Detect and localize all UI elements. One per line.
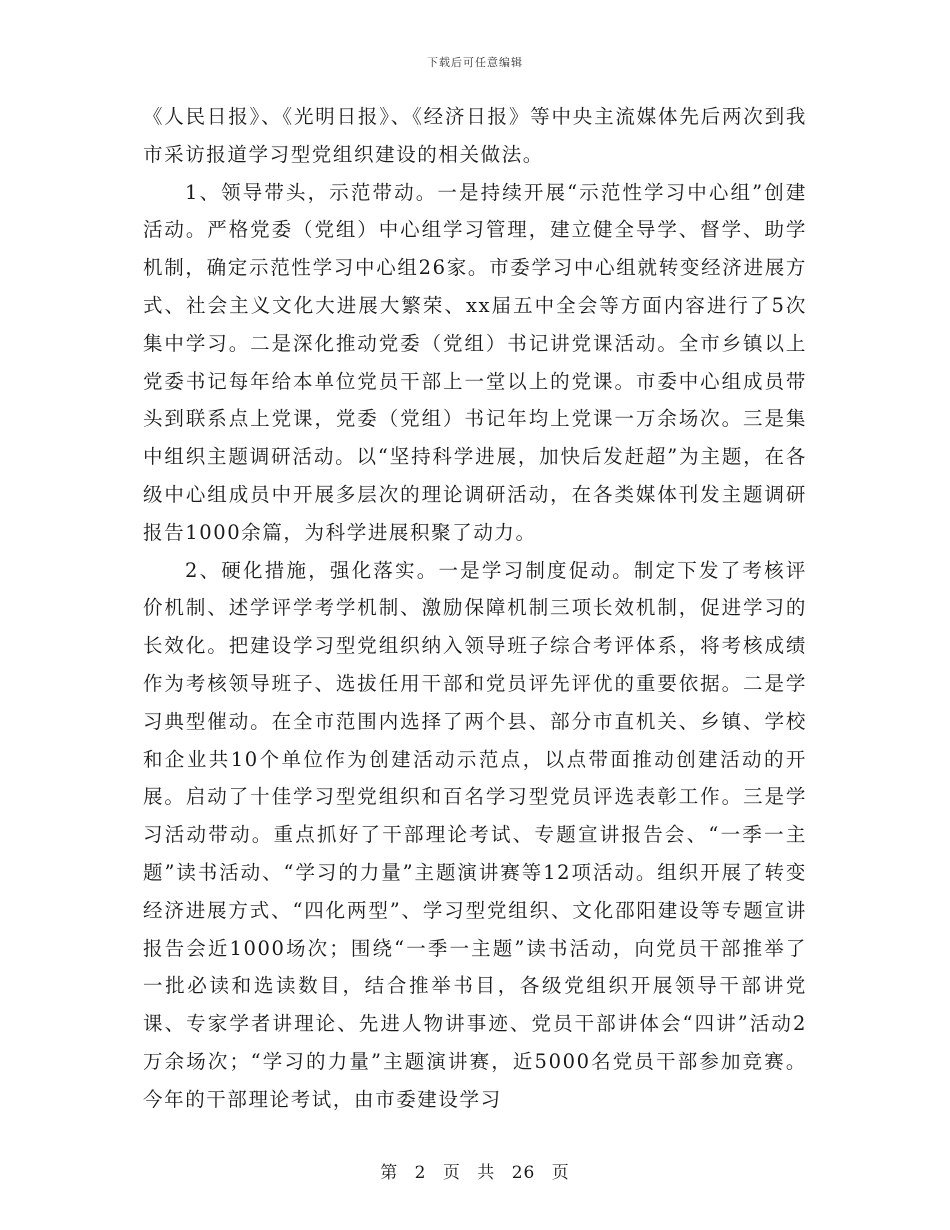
paragraph-measures: 2、硬化措施，强化落实。一是学习制度促动。制定下发了考核评价机制、述学评学考学机制、激励保障机制三项长效机制，促进学习的长效化。把建设学习型党组织纳入领导班子综合考评体系，将考核成绩作为考核领导班子、选拔任用干部和党员评先评优的重要依据。二是学习典型催动。在全市范围内选择了两个县、部分市直机关、乡镇、学校和企业共10个单位作为创建活动示范点，以点带面推动创建活动的开展。启动了十佳学习型党组织和百名学习型党员评选表彰工作。三是学习活动带动。重点抓好了干部理论考试、专题宣讲报告会、“一季一主题”读书活动、“学习的力量”主题演讲赛等12项活动。组织开展了转变经济进展方式、“四化两型”、学习型党组织、文化邵阳建设等专题宣讲报告会近1000场次；围绕“一季一主题”读书活动，向党员干部推举了一批必读和选读数目，结合推举书目，各级党组织开展领导干部讲党课、专家学者讲理论、先进人物讲事迹、党员干部讲体会“四讲”活动2万余场次；“学习的力量”主题演讲赛，近5000名党员干部参加竞赛。今年的干部理论考试，由市委建设学习 (143, 558, 807, 1111)
paragraph-leadership: 1、领导带头，示范带动。一是持续开展“示范性学习中心组”创建活动。严格党委（党组）中心组学习管理，建立健全导学、督学、助学机制，确定示范性学习中心组26家。市委学习中心组就转变经济进展方式、社会主义文化大进展大繁荣、xx届五中全会等方面内容进行了5次集中学习。二是深化推动党委（党组）书记讲党课活动。全市乡镇以上党委书记每年给本单位党员干部上一堂以上的党课。市委中心组成员带头到联系点上党课，党委（党组）书记年均上党课一万余场次。三是集中组织主题调研活动。以“坚持科学进展，加快后发赶超”为主题，在各级中心组成员中开展多层次的理论调研活动，在各类媒体刊发主题调研报告1000余篇，为科学进展积聚了动力。 (143, 180, 807, 544)
paragraph-continuation: 《人民日报》、《光明日报》、《经济日报》等中央主流媒体先后两次到我市采访报道学习型党组织建设的相关做法。 (143, 105, 807, 166)
document-body (143, 98, 807, 1119)
page-number: 第 2 页 共 26 页 (380, 1163, 570, 1183)
page-header: 下载后可任意编辑 (427, 56, 523, 69)
